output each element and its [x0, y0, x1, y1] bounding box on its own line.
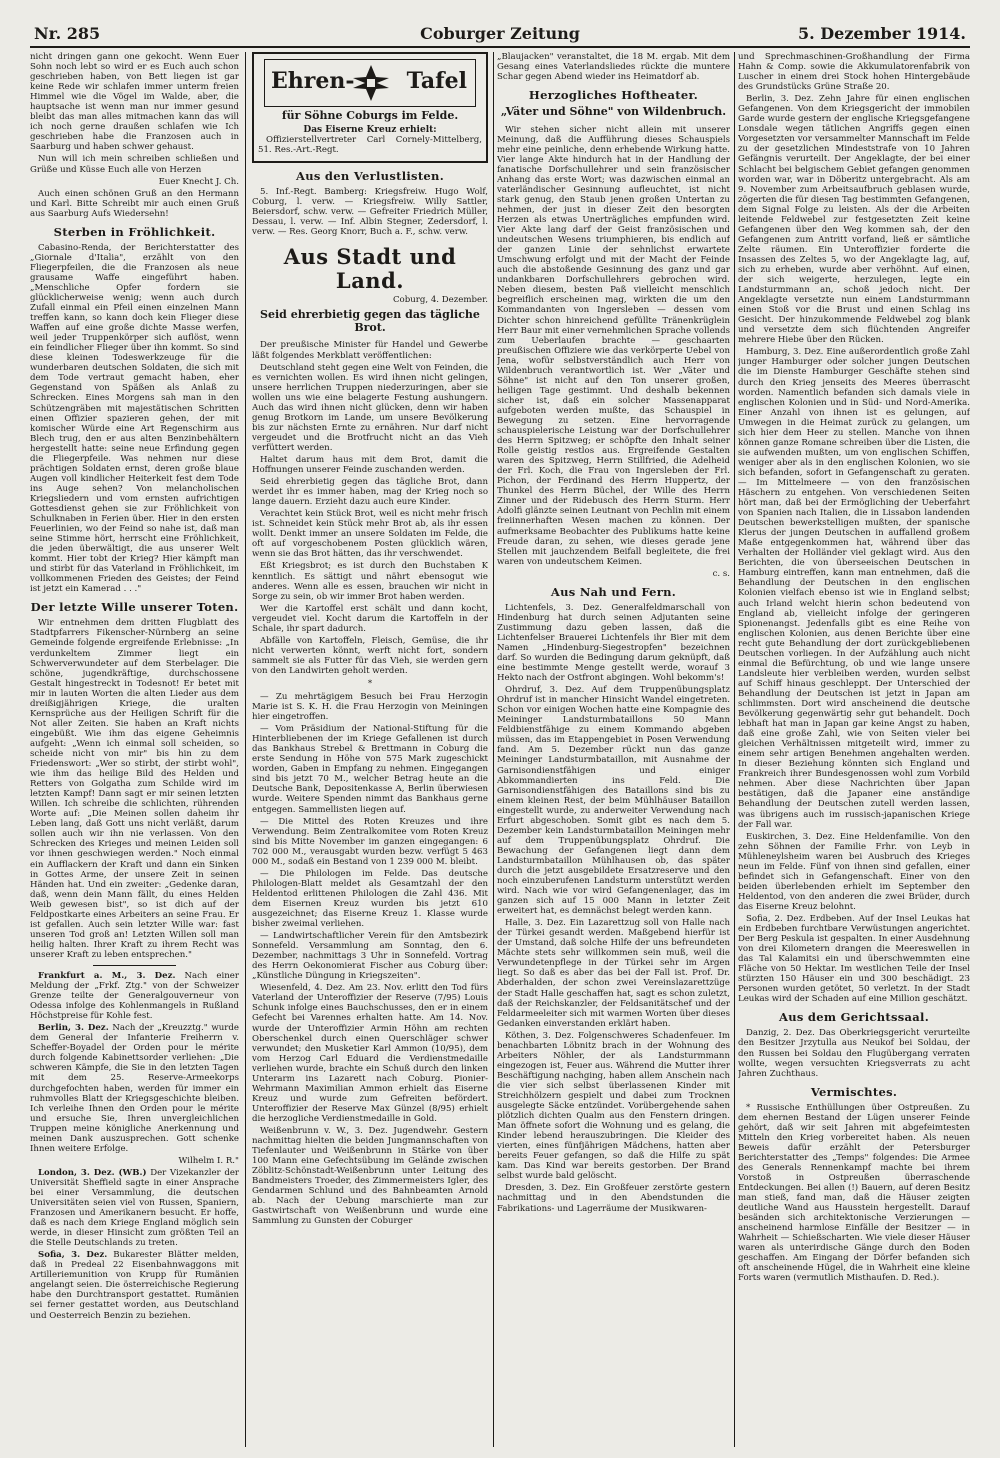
- news-item: [30, 1168, 239, 1248]
- news-item: Danzig, 2. Dez. Das Oberkriegsgericht verurteilte den Besitzer Jrzytulla aus Neukof bei Soldau, der den Russen bei Soldau den Flugübergang verraten wollte, wegen versuchten Kriegsverrats zu acht Jahren Zuchthaus.: [738, 1028, 970, 1079]
- dateline: Coburg, 4. Dezember.: [392, 295, 488, 306]
- article-paragraph: Der preußische Minister für Handel und Gewerbe läßt folgendes Merkblatt veröffentlichen:: [252, 340, 488, 361]
- article-signature: c. s.: [712, 568, 730, 579]
- article-paragraph: Cabasino-Renda, der Berichterstatter des „Giornale d'Italia", erzählt von den Fliegerpfeilen, die die Franzosen als neue grausame Waffe eingeführt haben. „Menschliche Opfer fordern sie glücklicherweise wenig; wenn auch durch Zufall einmal ein Pfeil einen einzelnen Mann treffen kann, so kann doch kein Flieger diese Waffen auf eine große dichte Masse werfen, weil jeder Truppenkörper sich auflöst, wenn ein feindlicher Flieger über ihn kommt. So sind diese kleinen Todeswerkzeuge für die wunderbaren deutschen Soldaten, die sich mit dem Tode vertraut gemacht haben, eher Gegenstand von Späßen als Anlaß zu Schrecken. Eines Morgens sah man in den Schützengräben mit majestätischen Schritten einen Offizier spazieren gehen, der mit komischer Würde eine Art Regenschirm aus Blech trug, den er aus alten Benzinbehältern hergestellt hatte: seine neue Erfindung gegen die Fliegerpfeile. Was nehmen nur diese prächtigen Soldaten ernst, deren große blaue Augen voll kindlicher Heiterkeit fest dem Tode ins Auge sehen? Von melancholischen Kriegsliedern und vom ernsten aufrichtigen Gottesdienst gehen sie zur Fröhlichkeit von Schulknaben in Ferien über. Hier in den ersten Feuerlinien, wo der Feind so nahe ist, daß man seine Stimme hört, herrscht eine Fröhlichkeit, die jeden überwältigt, die aus unserer Welt kommt. Hier tobt der Krieg? Hier kämpft man und stirbt für das Vaterland in Fröhlichkeit, im vollkommenen Frieden des Geistes; der Feind ist jetzt ein Kamerad . . .": [30, 242, 239, 595]
- section-heading: Herzogliches Hoftheater.: [528, 88, 699, 103]
- news-item: Dresden, 3. Dez. Ein Großfeuer zerstörte gestern nachmittag und in den Abendstunden die Fabrikations- und Lagerräume der Musikwaren-: [497, 1183, 730, 1214]
- column-rule: [493, 52, 494, 1447]
- section-heading: Aus dem Gerichtssaal.: [778, 1010, 930, 1025]
- article-paragraph: „Blaujacken" veranstaltet, die 18 M. ergab. Mit dem Gesang eines Vaterlandsliedes rückte die muntere Schar gegen Abend wieder ins Heimatdorf ab.: [497, 52, 730, 83]
- newspaper-title: Coburger Zeitung: [420, 24, 580, 43]
- news-item: [30, 971, 239, 1021]
- ehrentafel-header: [264, 59, 476, 107]
- ehrentafel-title-left: Ehren-: [271, 68, 355, 94]
- ehrentafel-subtitle: für Söhne Coburgs im Felde.: [281, 109, 459, 122]
- article-heading: Der letzte Wille unserer Toten.: [30, 600, 239, 615]
- local-note: — Vom Präsidium der National-Stiftung für die Hinterbliebenen der im Kriege Gefallenen ist durch das Bankhaus Strebel & Brettmann in Coburg die erste Sendung in Höhe von 575 Mark zugeschickt worden, Gaben in Empfang zu nehmen. Eingegangen sind bis jetzt 70 M., welcher Betrag heute an die Deutsche Bank, Depositenkasse A, Berlin überwiesen wurde. Weitere Spenden nimmt das Bankhaus gerne entgegen. Sammellisten liegen auf.: [252, 724, 488, 815]
- letter-paragraph: Nun will ich mein schreiben schließen und Grüße und Küsse Euch alle von Herzen: [30, 154, 239, 175]
- ehrentafel-label: Das Eiserne Kreuz erhielt:: [303, 125, 437, 136]
- letter-postscript: Auch einen schönen Gruß an den Hermann und Karl. Bitte Schreibt mir auch einen Gruß aus Saarburg Aufs Wiedersehn!: [30, 188, 239, 219]
- news-dateline: London, 3. Dez. (WB.): [38, 1167, 147, 1178]
- news-dateline: Frankfurt a. M., 3. Dez.: [38, 970, 176, 981]
- masthead: [30, 22, 970, 48]
- article-paragraph: Verachtet kein Stück Brot, weil es nicht mehr frisch ist. Schneidet kein Stück mehr Brot ab, als ihr essen wollt. Denkt immer an unsere Soldaten im Felde, die oft auf vorgeschobenem Posten glücklich wären, wenn sie das Brot hätten, das ihr verschwendet.: [252, 509, 488, 560]
- letter-signature: Euer Knecht J. Ch.: [158, 176, 239, 187]
- ehrentafel-text: Offizierstellvertreter Carl Cornely-Mittelberg, 51. Res.-Art.-Regt.: [258, 135, 482, 156]
- local-note: Wiesenfeld, 4. Dez. Am 23. Nov. erlitt den Tod fürs Vaterland der Unteroffizier der Reserve (7/95) Louis Schunk infolge eines Bauchschusses, den er in einem Gefecht bei Varennes erhalten hatte. Am 14. Nov. wurde der Unteroffizier Armin Höhn am rechten Oberschenkel durch einen Querschläger schwer verwundet; den Musketier Karl Ammon (10/95), dem vom Herzog Carl Eduard die Verdienstmedaille verliehen wurde, brachte ein Schuß durch den linken Unterarm ins Lazarett nach Coburg. Pionier-Wehrmann Maximilian Ammon erhielt das Eiserne Kreuz und wurde zum Gefreiten befördert. Unteroffizier der Reserve Max Günzel (8/95) erhielt die herzogliche Verdienstmedaille in Gold.: [252, 983, 488, 1124]
- issue-date: 5. Dezember 1914.: [798, 24, 966, 43]
- news-text: Nach der „Kreuzztg." wurde dem General der Infanterie Freiherrn v. Scheffer-Boyadel der Orden pour le mérite durch folgende Kabinettsorder verliehen: „Die schweren Kämpfe, die Sie in den letzten Tagen mit dem 25. Reserve-Armeekorps durchgefochten haben, werden für immer ein ruhmvolles Blatt der Kriegsgeschichte bleiben. Ich verleihe Ihnen den Orden pour le mérite und ersuche Sie, Ihren unvergleichlichen Truppen meine königliche Anerkennung und meinen Dank auszusprechen. Gott schenke Ihnen weitere Erfolge.: [30, 1023, 239, 1154]
- article-paragraph: Wer die Kartoffel erst schält und dann kocht, vergeudet viel. Kocht darum die Kartoffeln in der Schale, ihr spart dadurch.: [252, 603, 488, 634]
- section-heading: Aus Nah und Fern.: [550, 584, 677, 599]
- article-paragraph: Eßt Kriegsbrot; es ist durch den Buchstaben K kenntlich. Es sättigt und nährt ebensogut wie anderes. Wenn alle es essen, brauchen wir nicht in Sorge zu sein, ob wir immer Brot haben werden.: [252, 561, 488, 602]
- local-note: Weißenbrunn v. W., 3. Dez. Jugendwehr. Gestern nachmittag hielten die beiden Jungmannschaften von Tiefenlauter und Weißenbrunn in Stärke von über 100 Mann eine Gefechtsübung im Gelände zwischen Zöblitz-Schönstadt-Weißenbrunn unter Leitung des Bandmeisters Troeder, des Zimmermeisters Igler, des Gendarmen Schlund und des Bahnbeamten Arnold ab. Nach der Uebung marschierte man zur Gastwirtschaft von Weißenbrunn und wurde eine Sammlung zu Gunsten der Coburger: [252, 1125, 488, 1227]
- article-paragraph: Wir entnehmen dem dritten Flugblatt des Stadtpfarrers Fikenscher-Nürnberg an seine Gemeinde folgende ergreifende Erlebnisse: „In verdunkeltem Zimmer liegt ein Schwerverwundeter auf dem Sterbelager. Die schöne, jugendkräftige, durchschossene Gestalt hingestreckt in Todesnot! Er betet mit mir in lauten Worten die alten Lieder aus dem dreißigjährigen Kriege, die uralten Kernsprüche aus der Heiligen Schrift für die Not aller Zeiten. Sie haben an Kraft nichts eingebüßt. Wie ihm das eigene Geheimnis aufgeht: „Wenn ich einmal soll scheiden, so scheide nicht von mir" bis hin zu dem Friedenswort: „Wer so stirbt, der stirbt wohl", wie ihm das heilige Bild des Helden und Retters von Golgatha zum Schilde wird im letzten Kampf! Dann sagt er mir seinen letzten Willen. Ich schreibe die schlichten, rührenden Worte auf: „Die Meinen sollen daheim ihr Leben lang, daß Gott uns nicht verläßt, darum sollen auch wir ihn nie verlassen. Von den Schrecken des Krieges und meinen Leiden soll vor ihnen geschwiegen werden." Noch einmal ein Aufflackern der Kraft und dann ein Sinken in Gottes Arme, der unsere Zeit in seinen Händen hat. Und ein zweiter: „Gedenke daran, daß, wenn dein Mann fällt, du eines Helden Weib gewesen bist", so ist dich auf der Feldpostkarte eines Arbeiters an seine Frau. Er ist gefallen. Auch sein letzter Wille war: fast unseren Tod groß an! Letzten Willen soll man heilig halten. Ihrer Kraft zu ihrem Recht was unserer Kraft zu leben entsprechen.": [30, 618, 239, 960]
- news-dateline: Sofia, 3. Dez.: [38, 1250, 108, 1261]
- article-heading: Seid ehrerbietig gegen das tägliche Brot.: [260, 308, 480, 334]
- news-text: Bukarester Blätter melden, daß in Predeal 22 Eisenbahnwaggons mit Artilleriemunition von Krupp für Rumänien angelangt seien. Die österreichische Regierung habe den Durchtransport gestattet. Rumänien sei ferner gestattet worden, aus Deutschland und Oesterreich Benzin zu beziehen.: [30, 1250, 239, 1321]
- news-item: Hamburg, 3. Dez. Eine außerordentlich große Zahl junger Hamburger oder solcher jungen Deutschen die im Dienste Hamburger Geschäfte stehen sind durch den Krieg jenseits des Meeres überrascht worden. Namentlich befanden sich damals viele in englischen Kolonien und in Süd- und Nord-Amerika. Einer Anzahl von ihnen ist es gelungen, auf Umwegen in die Heimat zurück zu gelangen, um sich hier dem Heer zu stellen. Manche von ihnen können ganze Romane schreiben über die Listen, die sie aufwenden mußten, um von englischen Schiffen, weniger aber als in den englischen Kolonien, wo sie sich befanden, sofort in Gefangenschaft zu geraten. — Im Mittelmeere — von den französischen Häschern zu entgehen. Von verschiedenen Seiten hört man, daß bei der Ermögliching der Ueberfahrt von Spanien nach Italien, die in Lissabon landenden Deutschen bewerkstelligen mußten, der spanische Klerus der jungen Deutschen in auffallend großem Maße entgegenkommen hat, während über das Verhalten der Holländer viel geklagt wird. Aus den Berichten, die von überseeischen Deutschen in Hamburg eintreffen, kann man entnehmen, daß die Behandlung der Deutschen in den englischen Kolonien vielfach ebenso ist wie in England selbst; auch Irland welcht hierin schon bedeutend von England ab, vielleicht infolge der geringeren Spionenangst. Jedenfalls gibt es eine Reihe von englischen Kolonien, aus denen Berichte über eine recht gute Behandlung der dort zurückgebliebenen Deutschen vorliegen. In der Aufzählung auch nicht einmal die Befürchtung, ob und wie lange unsere Landsleute hier verbleiben werden, wurden selbst auf Schiff hinaus geschleppt. Der Unterschied der Behandlung der Deutschen ist jetzt in Japan am schlimmsten. Dort wird anscheinend die deutsche Bevölkerung gegenwärtig sehr gut behandelt. Doch lebhaft hat man in Japan gar keine Angst zu haben, daß eine große Zahl, wie von Seiten vieler bei gleichen Verhältnissen mitgeteilt wird, immer zu einem sehr artigen Benehmen angehalten werden. In dieser Beziehung könnten sich England und Frankreich ihrer Bundesgenossen wohl zum Vorbild nehmen. Aber diese Nachrichten über Japan bestätigen, daß die Japaner eine anständige Behandlung der Deutschen zutell werden lassen, was übrigens auch im russisch-japanischen Kriege der Fall war.: [738, 347, 970, 830]
- letter-paragraph: nicht dringen gann one gekocht. Wenn Euer Sohn noch lebt so wird er es Euch auch schon geschrieben haben, von Bett liegen ist gar keine Rede wir schlafen immer unterm freien Himmel wie die Vögel im Walde, aber, die hauptsache ist wenn man nur immer gesund bleibt das man alles mitmachen kann das will ich noch gerne draußen schlafen wie Ich geschrieben habe die Franzosen auch in Saarburg und haben schwer gehaust.: [30, 52, 239, 153]
- local-note: — Die Philologen im Felde. Das deutsche Philologen-Blatt meldet als Gesamtzahl der den Heldentod erlittenen Philologen die Zahl 436. Mit dem Eisernen Kreuz wurden bis jetzt 610 ausgezeichnet; das Eiserne Kreuz 1. Klasse wurde bisher zweimal verliehen.: [252, 868, 488, 930]
- article-heading: Sterben in Fröhlichkeit.: [53, 224, 216, 239]
- news-item: Halle, 3. Dez. Ein Lazarettzug soll von Halle nach der Türkei gesandt werden. Maßgebend hierfür ist der Umstand, daß solche Hilfe der uns befreundeten Mächte stets sehr willkommen sein muß, weil die Verwundetenpflege in der Türkei sehr im Argen liegt. So daß es aber das bei der Fall ist. Prof. Dr. Abderhalden, der schon zwei Vereinslazarettzüge der Stadt Halle geschaffen hat, sagt es schon zuletzt, daß der Reichskanzler, der Feldsanitätschef und der Feldarmeeleiter sich mit warmen Worten über dieses Gedanken einverstanden erklärt haben.: [497, 918, 730, 1029]
- news-item: Sofia, 2. Dez. Erdbeben. Auf der Insel Leukas hat ein Erdbeben furchtbare Verwüstungen angerichtet. Der Berg Peskula ist gespalten. In einer Ausdehnung von drei Kilometern drangen die Meereswellen in das Tal Kalamitsi ein und überschwemmten eine Fläche von 50 Hektar. Im westlichen Teile der Insel stürzten 150 Häuser ein und 300 beschädigt. 23 Personen wurden getötet, 50 verletzt. In der Stadt Leukas wird der Schaden auf eine Million geschätzt.: [738, 913, 970, 1005]
- column-3: [497, 52, 730, 1447]
- divider: [93, 965, 177, 966]
- iron-cross-icon: [351, 63, 391, 103]
- news-item: Euskirchen, 3. Dez. Eine Heldenfamilie. Von den zehn Söhnen der Familie Frhr. von Leyb in Mühleneylsheim waren bei Ausbruch des Krieges neun im Felde. Fünf von ihnen sind gefallen, einer befindet sich in Gefangenschaft. Einer von den beiden überlebenden erhielt im September den Heldentod, von den anderen die zwei Brüder, durch das Eiserne Kreuz belohnt.: [738, 831, 970, 912]
- news-item: [30, 1250, 239, 1320]
- news-item: [30, 1023, 239, 1154]
- news-text: Nach einer Meldung der „Frkf. Ztg." von der Schweizer Grenze teilte der Generalgouverneur von Odessa infolge des Kohlenmangels in Rußland Höchstpreise für Kohle fest.: [30, 970, 239, 1022]
- news-item: Berlin, 3. Dez. Zehn Jahre für einen englischen Gefangenen. Von dem Kriegsgericht der immobilen Garde wurde gestern der englische Kriegsgefangene Lonsdale wegen tätlichen Angriffs gegen einen Vorgesetzten vor versammelter Mannschaft im Felde zu der gesetzlichen Mindeststrafe von 10 Jahren Gefängnis verurteilt. Der Angeklagte, der bei einer Schlacht bei belgischem Gebiet gefangen genommen worden war, war in Döberitz untergebracht. Als am 9. November zum Arbeitsaufbruch geblasen wurde, zögerten die für diesen Tag bestimmten Gefangenen, dem Signal Folge zu leisten. Als der die Arbeiten leitende Feldwebel zur festgesetzten Zeit keine Gefangenen über den Weg kommen sah, der den Gefangenen zum Antritt vorfand, ließ er sämtliche Zelte räumen. Ein Unteroffizier forderte die Insassen des Zeltes 5, wo der Angeklagte lag, auf, sich zu erheben, wurde aber verhöhnt. Auf einen, der sich weigerte, herzulegen, legte ein Landsturmmann an, schoß jedoch nicht. Der Angeklagte versetzte nun einem Landsturmmann einen Stoß vor die Brust und einen Schlag ins Gesicht. Der hinzukommende Feldwebel zog blank und versetzte dem sich flüchtenden Angreifer mehrere Hiebe über den Rücken.: [738, 94, 970, 346]
- article-paragraph: und Sprechmaschinen-Großhandlung der Firma Hahn & Comp. sowie die Akkumulatorenfabrik von Luscher in einem drei Stock hohen Hintergebäude des Grundstücks Grüne Straße 20.: [738, 52, 970, 93]
- news-item: Lichtenfels, 3. Dez. Generalfeldmarschall von Hindenburg hat durch seinen Adjutanten seine Zustimmung dazu geben lassen, daß die Lichtenfelser Brauerei Lichtenfels ihr Bier mit dem Namen „Hindenburg-Siegestropfen" bezeichnen darf. So wurden die Bedingung darum geknüpft, daß eine bestimmte Menge gestellt werde, worauf 3 Hekto nach der Ostfront abgingen. Wohl bekomm's!: [497, 602, 730, 684]
- issue-number: Nr. 285: [34, 24, 101, 43]
- ehrentafel-title-right: Tafel: [406, 68, 467, 94]
- news-item: * Russische Enthüllungen über Ostpreußen. Zu dem ehernen Bestand der Lügen unserer Feinde gehört, daß wir seit Jahren mit abgefeimtesten Mitteln den Krieg vorbereitet haben. Als neuen Beweis dafür erzählt der Petersburger Berichterstatter des „Temps" folgendes: Die Armee des Generals Rennenkampf machte bei ihrem Vorstoß in Ostpreußen überraschende Entdeckungen. Bei allen (!) Bauern, auf deren Besitz man stieß, fand man, daß die Häuser zeigten deutliche Wand aus Hausstein hergestellt. Darauf besänden sich architektonische Verzierungen — anscheinend harmlose Einfälle der Besitzer — in Wahrheit — Schießscharten. Wie viele dieser Häuser waren als unterirdische Gänge durch den Boden geschaffen. Am Eingang der Dörfer befanden sich oft anscheinende Hügel, die in Wahrheit eine kleine Forts waren (vermutlich Misthaufen. D. Red.).: [738, 1102, 970, 1284]
- article-heading: „Väter und Söhne" von Wildenbruch.: [500, 105, 727, 119]
- local-note: — Landwirtschaftlicher Verein für den Amtsbezirk Sonnefeld. Versammlung am Sonntag, den 6. Dezember, nachmittags 3 Uhr in Sonnefeld. Vortrag des Herrn Oekonomierat Fischer aus Coburg über: „Künstliche Düngung in Kriegszeiten".: [252, 931, 488, 982]
- article-paragraph: Seid ehrerbietig gegen das tägliche Brot, dann werdet ihr es immer haben, mag der Krieg noch so lange dauern. Erzieht dazu auch eure Kinder.: [252, 477, 488, 508]
- news-item: Ohrdruf, 3. Dez. Auf dem Truppenübungsplatz Ohrdruf ist in mancher Hinsicht Wandel eingetreten. Schon vor einigen Wochen hatte eine Kompagnie des Meininger Landsturmbataillons 50 Mann Feldbienstfähige zu einem Kommando abgeben müssen, das im Etappengebiet in Posen Verwendung fand. Am 5. Dezember rückt nun das ganze Meininger Landsturmbataillon, mit Ausnahme der Garnisondienstfähigen und einiger Abkommandierten ins Feld. Die Garnisondienstfähigen des Bataillons sind bis zu einem kleinen Rest, der beim Mühlhäuser Bataillon eingestellt wurde, zu anderweiter Verwendung nach Erfurt abgeschoben. Somit gibt es nach dem 5. Dezember kein Landsturmbataillon Meiningen mehr auf dem Truppenübungsplatz Ohrdruf. Die Bewachung der Gefangenen liegt dann dem Landsturmbataillon Mühlhausen ob, das später durch die jetzt ausgebildete Ersatzreserve und den noch einzuberufenen Landsturm unterstützt werden wird. Nach wie vor wird Gefangenenlager, das im ganzen sich auf 15 000 Mann in letzter Zeit erweitert hat, es demnächst belegt werden kann.: [497, 685, 730, 917]
- news-text: Der Vizekanzler der Universität Sheffield sagte in einer Ansprache bei einer Versammlung, die deutschen Universitäten seien viel von Russen, Spaniern, Franzosen und Amerikanern besucht. Er hoffe, daß es nach dem Kriege England möglich sein werde, in dieser Hinsicht zum größten Teil an die Stelle Deutschlands zu treten.: [30, 1167, 239, 1249]
- article-paragraph: 5. Inf.-Regt. Bamberg: Kriegsfreiw. Hugo Wolf, Coburg, l. verw. — Kriegsfreiw. Willy Sattler, Beiersdorf, schw. verw. — Gefreiter Friedrich Müller, Dessau, l. verw. — Inf. Albin Stegner, Zedersdorf, l. verw. — Res. Georg Knorr, Buch a. F., schw. verw.: [252, 187, 488, 238]
- news-dateline: Berlin, 3. Dez.: [38, 1023, 109, 1034]
- column-2: [252, 52, 488, 1447]
- article-paragraph: Wir stehen sicher nicht allein mit unserer Meinung, daß die Aufführung dieses Schauspiels mehr eine peinliche, denn erhebende Wirkung hatte. Vier lange Akte hindurch hat in der Handlung der fanatische Dorfschullehrer und sein französischer Anhang das erste Wort; was dazwischen einmal an vaterländischer Gesinnung aufleuchtet, ist nicht stark genug, den Staub jenen großen Untertan zu nehmen, der just in dieser Zeit den besorgten Herzen als etwas Unerträgliches empfunden wird. Vier Akte lang darf der Geist französischen und undeutschen Wesens triumphieren, bis endlich auf der ganzen Linie der sehnlichst erwartete Umschwung erfolgt und mit der Macht der Feinde auch die abstoßende Gesinnung des ganz und gar undankbaren Dorfschullehrers gebrochen wird. Neben diesem, besten Paß vielleicht menschlich begreiflich erscheinen mag, wirkten die um den Kommandanten von Ingersleben — dessen vom Dichter schon hinreichend gefüllte Tränenkrüglein Herr Baur mit einer vernehmlichen Sprache vollends zum Ueberlaufen brachte — geschaarten preußischen Offiziere wie das verkörperte Uebel von Jena, wofür selbstverständlich auch Herr von Wildenbruch verantwortlich ist. Wer „Väter und Söhne" ist nicht auf den Ton unserer großen, heiligen Tage gestimmt. Und deshalb bekennen sicher ist, daß ein solcher Massenapparat aufgeboten werden mußte, das Schauspiel in Bewegung zu setzen. Eine hervorragende schauspielerische Leistung war der Dorfschullehrer des Herrn Spitzweg; er schöpfte den Inhalt seiner Rolle geistig restlos aus. Ergreifende Gestalten waren des Spitzweg, Herrn Stillfried, die Adelheid der Frl. Koch, die Frau von Ingersleben der Frl. Pichon, der Ferdinand des Herrn Huppertz, der Thunkel des Herrn Büchel, der Wille des Herrn Zinner und der Ridebusch des Herrn Sturm. Herr Adolfi glänzte seinen Leutnant von Pechlin mit einem freiinnerhaften Wesen machen zu können. Der aufmerksame Beobachter des Publikums hatte keine Freude daran, zu sehen, wie dieses gerade jene Stellen mit jauchzendem Beifall begleitete, die frei waren von undeutschem Keimen.: [497, 124, 730, 567]
- local-note: — Zu mehrtägigem Besuch bei Frau Herzogin Marie ist S. K. H. die Frau Herzogin von Meiningen hier eingetroffen.: [252, 692, 488, 723]
- column-1: [30, 52, 239, 1447]
- section-heading: Aus Stadt und Land.: [283, 244, 457, 294]
- article-paragraph: Deutschland steht gegen eine Welt von Feinden, die es vernichten wollen. Es wird ihnen nicht gelingen, unsere herrlichen Truppen niederzuringen, aber sie wollen uns wie eine belagerte Festung aushungern. Auch das wird ihnen nicht glücken, denn wir haben genug Brotkorn im Lande, um unsere Bevölkerung bis zur nächsten Ernte zu ernähren. Nur darf nicht vergeudet und die Brotfrucht nicht an das Vieh verfüttert werden.: [252, 362, 488, 453]
- column-rule: [734, 52, 735, 1447]
- separator-star: *: [367, 678, 373, 689]
- news-signature: Wilhelm I. R.": [178, 1155, 239, 1166]
- ehrentafel-box: [252, 52, 488, 163]
- news-item: Köthen, 3. Dez. Folgenschweres Schadenfeuer. Im benachbarten Löbnitz brach in der Wohnung des Arbeiters Nöhler, der als Landsturmmann eingezogen ist, Feuer aus. Während die Mutter ihrer Beschäftigung nachging, haben allem Anschein nach die vier sich selbst überlassenen Kinder mit Streichhölzern gespielt und dabei zum Trocknen ausgelegte Säcke entzündet. Vorübergehende sahen plötzlich dichten Qualm aus den Fenstern dringen. Man öffnete sofort die Wohnung und es gelang, die Kinder lebend herauszubringen. Die Kleider des vierten, eines fünfjährigen Mädchens, hatten aber bereits Feuer gefangen, so daß die Hilfe zu spät kam. Das Kind war bereits gestorben. Der Brand selbst wurde bald gelöscht.: [497, 1030, 730, 1182]
- article-paragraph: Haltet darum haus mit dem Brot, damit die Hoffnungen unserer Feinde zuschanden werden.: [252, 454, 488, 476]
- article-heading: Aus den Verlustlisten.: [295, 169, 445, 184]
- column-4: [738, 52, 970, 1447]
- column-rule: [245, 52, 246, 1447]
- local-note: — Die Mittel des Roten Kreuzes und ihre Verwendung. Beim Zentralkomitee vom Roten Kreuz sind bis Mitte November im ganzen eingegangen: 6 702 000 M., verausgabt wurden bezw. verfügt 5 463 000 M., sodaß ein Bestand von 1 239 000 M. bleibt.: [252, 816, 488, 867]
- section-heading: Vermischtes.: [810, 1084, 898, 1099]
- article-paragraph: Abfälle von Kartoffeln, Fleisch, Gemüse, die ihr nicht verwerten könnt, werft nicht fort, sondern sammelt sie als Futter für das Vieh, sie werden gern von den Landwirten geholt werden.: [252, 635, 488, 676]
